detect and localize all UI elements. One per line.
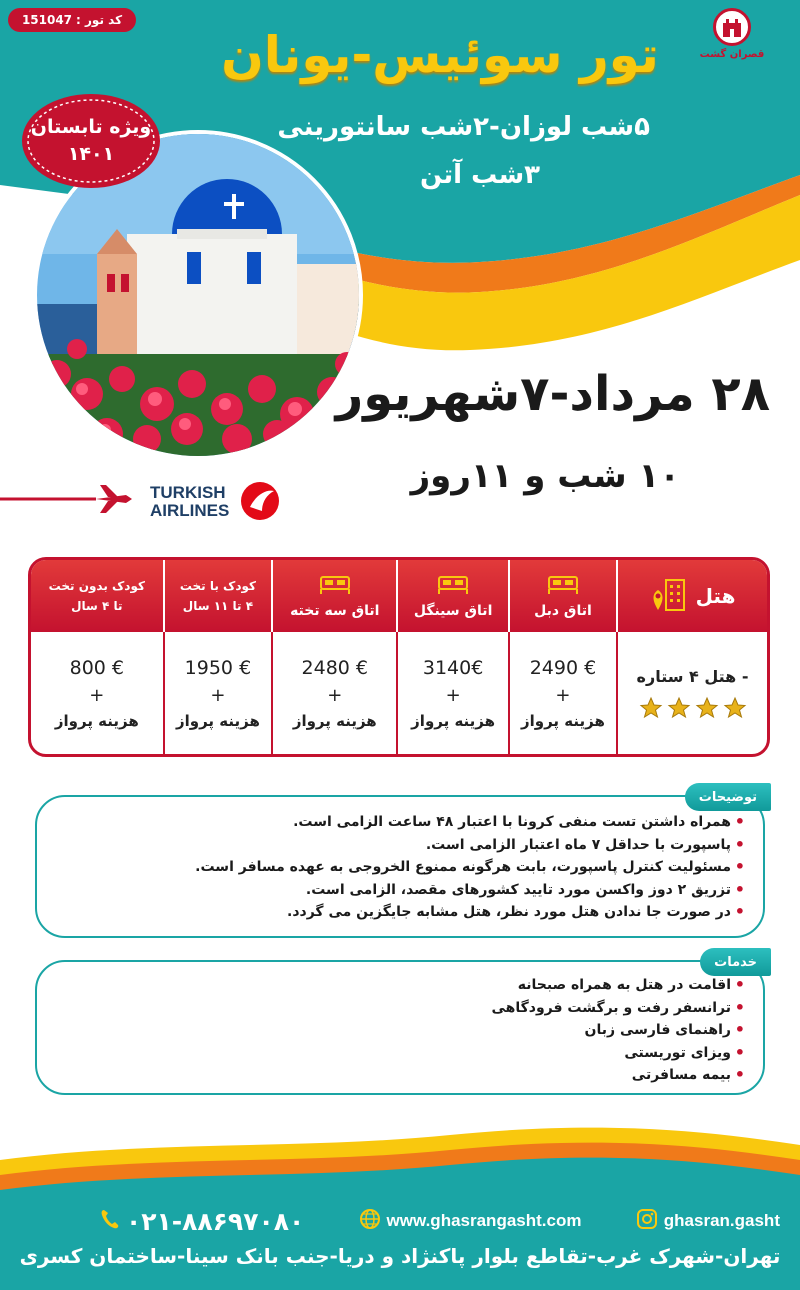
price-table-header-row [31, 560, 767, 632]
child-without-bed-age: تا ۴ سال [71, 599, 123, 613]
list-item: • راهنمای فارسی زبان [47, 1019, 745, 1042]
airline-logo [0, 475, 300, 525]
castle-icon [713, 8, 751, 46]
single-room-price: 3140€ [422, 656, 484, 679]
tour-code-label: کد تور : [76, 13, 123, 27]
single-room-price-cell [397, 632, 509, 754]
child-with-bed-header [164, 560, 273, 632]
tour-code-value: 151047 [21, 13, 73, 27]
brand-name: قصران گشت [699, 49, 765, 60]
plus-sign: + [555, 684, 571, 706]
footer-contact-bar [100, 1206, 780, 1236]
airline-name-line-2: AIRLINES [150, 501, 230, 520]
list-item: • در صورت جا ندادن هتل مورد نظر، هتل مشابه جایگزین می گردد. [47, 901, 745, 924]
list-item: • مسئولیت کنترل پاسپورت، بابت هرگونه ممنوع الخروجی به عهده مسافر است. [47, 856, 745, 879]
instagram-handle: ghasran.gasht [663, 1211, 780, 1230]
child-without-bed-header [31, 560, 164, 632]
route-line-2: ۳شب آتن [419, 160, 541, 190]
list-item: • ترانسفر رفت و برگشت فرودگاهی [47, 997, 745, 1020]
list-item: • همراه داشتن تست منفی کرونا با اعتبار ۴۸ ساعت الزامی است. [47, 811, 745, 834]
instagram-icon [636, 1208, 658, 1234]
airline-name [150, 484, 229, 520]
badge-line-2: ۱۴۰۱ [67, 143, 115, 165]
route-line-1: ۵شب لوزان-۲شب سانتورینی [277, 112, 650, 142]
child-without-bed-price: 800 € [69, 656, 125, 679]
child-without-bed-label: کودک بدون تخت [48, 579, 145, 593]
notes-list [47, 811, 745, 924]
services-list [47, 974, 745, 1087]
plus-sign: + [327, 684, 343, 706]
double-room-label: اتاق دبل [534, 603, 592, 619]
flight-cost-note: هزینه پرواز [521, 711, 605, 730]
airplane-icon [96, 485, 132, 513]
child-with-bed-price: 1950 € [184, 656, 252, 679]
double-room-header [509, 560, 617, 632]
hotel-header-label: هتل [695, 584, 736, 608]
triple-room-label: اتاق سه تخته [290, 603, 380, 619]
price-table [28, 557, 770, 757]
website-contact[interactable] [359, 1208, 582, 1234]
bed-icon [319, 573, 351, 599]
badge-line-1: ویژه تابستان [30, 116, 152, 138]
services-title: خدمات [700, 948, 771, 976]
office-address: تهران-شهرک غرب-تقاطع بلوار پاکنژاد و دریا-جنب بانک سینا-ساختمان کسری [19, 1244, 781, 1268]
services-box [35, 954, 765, 1095]
star-icon [666, 696, 692, 720]
notes-title: توضیحات [685, 783, 771, 811]
hotel-cell [617, 632, 767, 754]
instagram-contact[interactable] [636, 1208, 780, 1234]
triple-room-price-cell [272, 632, 397, 754]
single-room-label: اتاق سینگل [413, 603, 493, 619]
plus-sign: + [89, 684, 105, 706]
tour-date-range: ۲۸ مرداد-۷شهریور [335, 366, 770, 422]
page-title: تور سوئیس-یونان [221, 26, 659, 84]
list-item: • اقامت در هتل به همراه صبحانه [47, 974, 745, 997]
child-without-bed-price-cell [31, 632, 164, 754]
flight-cost-note: هزینه پرواز [411, 711, 496, 730]
single-room-header [397, 560, 509, 632]
star-icon [722, 696, 748, 720]
turkish-airlines-emblem [241, 482, 279, 520]
child-with-bed-age: ۴ تا ۱۱ سال [182, 599, 254, 613]
flight-cost-note: هزینه پرواز [292, 711, 377, 730]
airline-name-line-1: TURKISH [150, 483, 226, 502]
phone-contact[interactable] [100, 1207, 304, 1236]
list-item: • بیمه مسافرتی [47, 1064, 745, 1087]
website-url: www.ghasrangasht.com [386, 1211, 582, 1230]
list-item: • تزریق ۲ دوز واکسن مورد تایید کشورهای مقصد، الزامی است. [47, 879, 745, 902]
phone-number: ۰۲۱-۸۸۶۹۷۰۸۰ [126, 1206, 305, 1236]
bed-icon [437, 573, 469, 599]
star-icon [694, 696, 720, 720]
hotel-column-header [617, 560, 767, 632]
bed-icon [547, 573, 579, 599]
star-icon [638, 696, 664, 720]
tour-duration: ۱۰ شب و ۱۱روز [410, 456, 680, 496]
list-item: • پاسپورت با حداقل ۷ ماه اعتبار الزامی است. [47, 834, 745, 857]
child-with-bed-price-cell [164, 632, 273, 754]
plus-sign: + [210, 684, 226, 706]
list-item: • ویزای توریستی [47, 1042, 745, 1065]
plus-sign: + [445, 684, 461, 706]
hotel-building-icon [650, 576, 688, 617]
triple-room-header [272, 560, 397, 632]
triple-room-price: 2480 € [301, 656, 368, 679]
double-room-price-cell [509, 632, 617, 754]
notes-box [35, 789, 765, 938]
table-row [31, 632, 767, 754]
flight-cost-note: هزینه پرواز [54, 711, 139, 730]
hotel-name: - هتل ۴ ستاره [636, 666, 749, 686]
hotel-star-rating [638, 696, 748, 720]
summer-special-badge [20, 92, 162, 190]
tour-code-badge [8, 8, 136, 32]
child-with-bed-label: کودک با تخت [179, 579, 256, 593]
brand-logo[interactable] [700, 8, 764, 72]
double-room-price: 2490 € [529, 656, 597, 679]
flight-cost-note: هزینه پرواز [175, 711, 260, 730]
globe-icon [359, 1208, 381, 1234]
phone-icon [100, 1208, 120, 1234]
